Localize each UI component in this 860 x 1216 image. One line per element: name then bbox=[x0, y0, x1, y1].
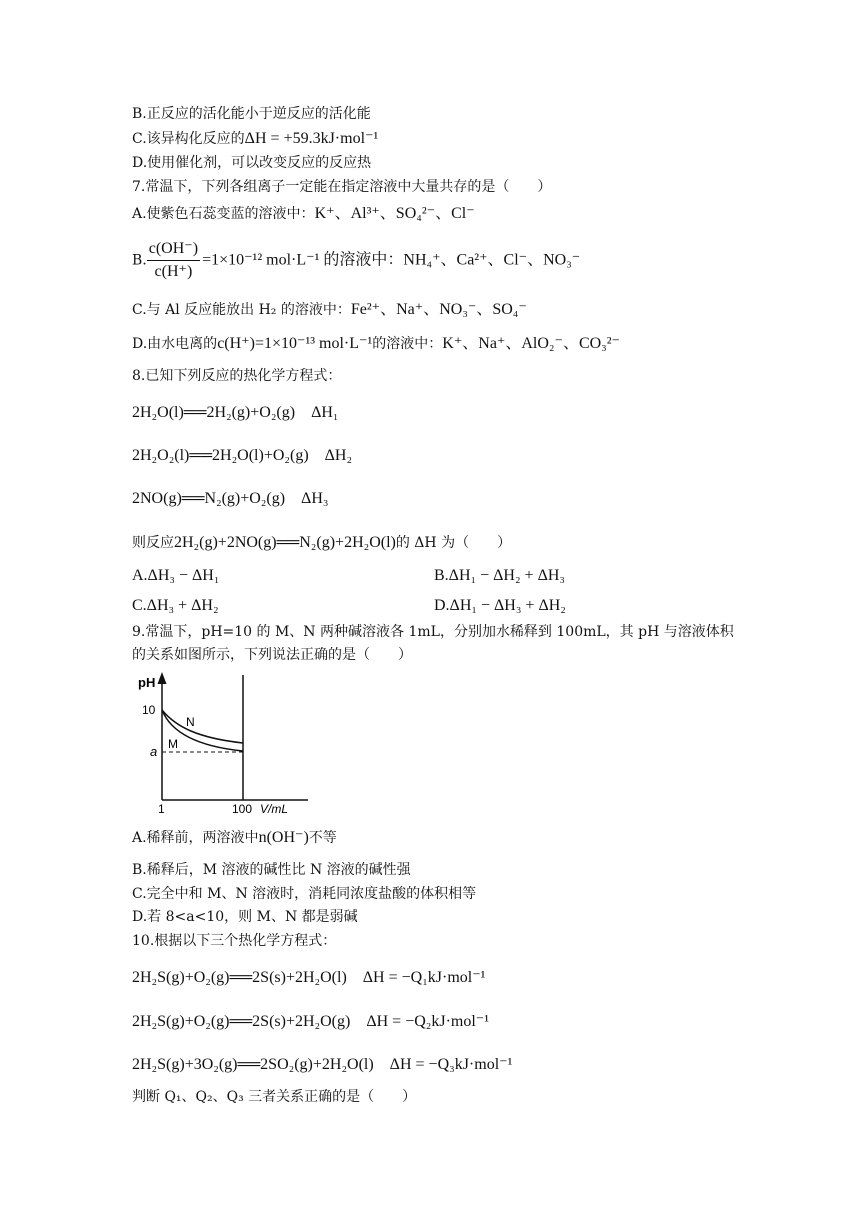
q7-option-c-text: C.与 Al 反应能放出 H₂ 的溶液中： bbox=[132, 302, 351, 318]
q7-option-a-ions: K⁺、Al³⁺、SO₄²⁻、Cl⁻ bbox=[314, 205, 475, 222]
q7-option-d bbox=[132, 334, 620, 354]
q7-option-a bbox=[132, 204, 475, 224]
q7-option-b-ions: NH₄⁺、Ca²⁺、Cl⁻、NO₃⁻ bbox=[403, 251, 581, 269]
q8-option-c: C.ΔH₃ + ΔH₂ bbox=[132, 597, 219, 614]
q7-option-b-condition: =1×10⁻¹² mol·L⁻¹ 的溶液中： bbox=[202, 251, 404, 269]
q8-equation-1: 2H₂O(l)══2H₂(g)+O₂(g) ΔH₁ bbox=[132, 404, 339, 421]
q9-stem-line-1: 9.常温下，pH=10 的 M、N 两种碱溶液各 1mL，分别加水稀释到 100mL，其 pH 与溶液体积 bbox=[132, 624, 734, 640]
x-axis-label: V/mL bbox=[260, 802, 289, 816]
q8-question bbox=[132, 533, 511, 553]
q8-option-a: A.ΔH₃ − ΔH₁ bbox=[132, 567, 220, 584]
q9-stem-line-2: 的关系如图所示，下列说法正确的是（ ） bbox=[132, 647, 412, 663]
q7-option-b-numerator: c(OH⁻) bbox=[147, 238, 200, 261]
q8-question-equation: 2H₂(g)+2NO(g)══N₂(g)+2H₂O(l) bbox=[174, 534, 396, 551]
q7-option-c-ions: Fe²⁺、Na⁺、NO₃⁻、SO₄⁻ bbox=[350, 301, 527, 318]
x-tick-1: 1 bbox=[158, 802, 165, 816]
q7-option-d-equation: c(H⁺)=1×10⁻¹³ mol·L⁻¹ bbox=[217, 335, 373, 352]
q7-option-d-ions: K⁺、Na⁺、AlO₂⁻、CO₃²⁻ bbox=[442, 335, 620, 352]
q7-option-b-fraction bbox=[147, 238, 200, 283]
q10-judge: 判断 Q₁、Q₂、Q₃ 三者关系正确的是（ ） bbox=[132, 1089, 417, 1105]
q7-option-b bbox=[132, 238, 580, 283]
q8-question-suffix: 的 ΔH 为（ ） bbox=[395, 535, 512, 551]
q9-option-a-suffix: 不等 bbox=[308, 830, 337, 846]
ph-volume-graph bbox=[138, 672, 318, 817]
q8-option-b: B.ΔH₁ − ΔH₂ + ΔH₃ bbox=[434, 567, 565, 584]
q7-option-b-label: B. bbox=[132, 252, 147, 269]
y-tick-a: a bbox=[150, 744, 158, 759]
q10-equation-2: 2H₂S(g)+O₂(g)══2S(s)+2H₂O(g) ΔH = −Q₂kJ·mol⁻¹ bbox=[132, 1013, 490, 1030]
q8-equation-3: 2NO(g)══N₂(g)+O₂(g) ΔH₃ bbox=[132, 490, 329, 507]
y-tick-10: 10 bbox=[142, 703, 156, 717]
q9-option-a-equation: n(OH⁻) bbox=[258, 829, 309, 846]
q7-option-c bbox=[132, 300, 527, 320]
q8-equation-2: 2H₂O₂(l)══2H₂O(l)+O₂(g) ΔH₂ bbox=[132, 447, 353, 464]
curve-n-label: N bbox=[186, 715, 195, 729]
q6-option-b: B.正反应的活化能小于逆反应的活化能 bbox=[132, 106, 371, 122]
q9-option-a-text: A.稀释前，两溶液中 bbox=[132, 830, 259, 846]
q6-option-c bbox=[132, 129, 378, 149]
q9-option-a bbox=[132, 828, 337, 848]
curve-m-label: M bbox=[168, 737, 178, 751]
q8-question-prefix: 则反应 bbox=[132, 535, 174, 551]
q9-option-d: D.若 8<a<10，则 M、N 都是弱碱 bbox=[132, 909, 358, 925]
y-axis-label: pH bbox=[138, 675, 156, 690]
q6-option-d: D.使用催化剂，可以改变反应的反应热 bbox=[132, 155, 372, 171]
q7-option-b-denominator: c(H⁺) bbox=[154, 263, 193, 280]
q7-option-d-condition: 的溶液中： bbox=[372, 336, 443, 352]
q10-equation-3: 2H₂S(g)+3O₂(g)══2SO₂(g)+2H₂O(l) ΔH = −Q₃kJ·mol⁻¹ bbox=[132, 1056, 513, 1073]
x-tick-100: 100 bbox=[232, 802, 253, 816]
q6-option-c-equation: ΔH = +59.3kJ·mol⁻¹ bbox=[244, 130, 379, 147]
q7-stem: 7.常温下，下列各组离子一定能在指定溶液中大量共存的是（ ） bbox=[132, 179, 552, 195]
q8-stem: 8.已知下列反应的热化学方程式： bbox=[132, 368, 342, 384]
q8-option-d: D.ΔH₁ − ΔH₃ + ΔH₂ bbox=[434, 597, 566, 614]
q7-option-d-text: D.由水电离的 bbox=[132, 336, 218, 352]
q7-option-a-text: A.使紫色石蕊变蓝的溶液中： bbox=[132, 206, 315, 222]
q10-equation-1: 2H₂S(g)+O₂(g)══2S(s)+2H₂O(l) ΔH = −Q₁kJ·mol⁻¹ bbox=[132, 969, 486, 986]
q10-stem: 10.根据以下三个热化学方程式： bbox=[132, 933, 337, 949]
q9-option-c: C.完全中和 M、N 溶液时，消耗同浓度盐酸的体积相等 bbox=[132, 886, 477, 902]
q6-option-c-text: C.该异构化反应的 bbox=[132, 131, 245, 147]
q9-option-b: B.稀释后，M 溶液的碱性比 N 溶液的碱性强 bbox=[132, 862, 411, 878]
